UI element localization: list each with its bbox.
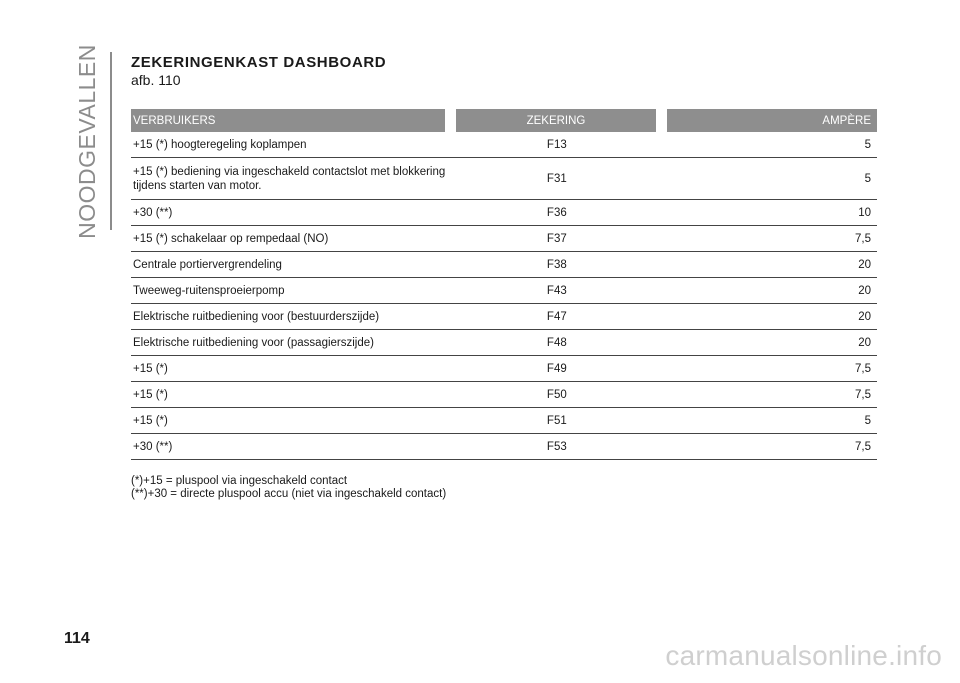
cell-ampere: 20 (858, 258, 871, 271)
cell-ampere: 20 (858, 336, 871, 349)
cell-ampere: 7,5 (855, 440, 871, 453)
watermark: carmanualsonline.info (665, 640, 942, 671)
cell-consumer: +15 (*) (133, 388, 168, 401)
cell-ampere: 7,5 (855, 232, 871, 245)
table-row (131, 226, 877, 252)
cell-consumer: +15 (*) bediening via ingeschakeld contactslot met blokkering tijdens starten van motor. (133, 165, 446, 192)
cell-consumer: +15 (*) (133, 362, 168, 375)
cell-ampere: 5 (864, 172, 871, 185)
table-row (131, 252, 877, 278)
cell-ampere: 20 (858, 284, 871, 297)
cell-fuse: F53 (546, 440, 567, 453)
table-row (131, 304, 877, 330)
cell-consumer: +30 (**) (133, 206, 173, 219)
cell-fuse: F37 (546, 232, 567, 245)
cell-consumer: +30 (**) (133, 440, 173, 453)
cell-fuse: F38 (546, 258, 567, 271)
section-title-text: NOODGEVALLEN (73, 43, 100, 239)
footnote-plus30: (**)+30 = directe pluspool accu (niet via ingeschakeld contact) (131, 488, 447, 500)
header-ampere: AMPÈRE (667, 109, 877, 132)
cell-fuse: F31 (546, 172, 567, 185)
cell-ampere: 20 (858, 310, 871, 323)
cell-consumer: +15 (*) (133, 414, 168, 427)
cell-consumer: Centrale portiervergrendeling (133, 258, 282, 271)
fuse-table (131, 109, 877, 460)
header-fuse: ZEKERING (456, 109, 656, 132)
cell-ampere: 7,5 (855, 388, 871, 401)
cell-consumer: +15 (*) hoogteregeling koplampen (133, 138, 307, 151)
cell-fuse: F51 (546, 414, 567, 427)
header-consumers: VERBRUIKERS (131, 109, 445, 132)
table-row (131, 330, 877, 356)
cell-fuse: F43 (546, 284, 567, 297)
cell-fuse: F50 (546, 388, 567, 401)
cell-consumer: Tweeweg-ruitensproeierpomp (133, 284, 285, 297)
cell-ampere: 5 (864, 138, 871, 151)
table-row (131, 132, 877, 158)
page-number: 114 (64, 630, 90, 647)
table-row (131, 356, 877, 382)
footnote-plus15: (*)+15 = pluspool via ingeschakeld contact (131, 475, 348, 487)
cell-consumer: Elektrische ruitbediening voor (passagierszijde) (133, 336, 374, 349)
table-row (131, 278, 877, 304)
cell-fuse: F36 (546, 206, 567, 219)
table-header (131, 109, 877, 132)
cell-fuse: F47 (546, 310, 567, 323)
cell-ampere: 7,5 (855, 362, 871, 375)
cell-ampere: 10 (858, 206, 871, 219)
table-row (131, 408, 877, 434)
table-row (131, 200, 877, 226)
cell-fuse: F48 (546, 336, 567, 349)
table-row (131, 158, 877, 200)
cell-consumer: Elektrische ruitbediening voor (bestuurderszijde) (133, 310, 380, 323)
table-row (131, 382, 877, 408)
section-divider (110, 52, 112, 230)
table-row (131, 434, 877, 460)
cell-fuse: F13 (546, 138, 567, 151)
page-heading: ZEKERINGENKAST DASHBOARD (131, 54, 387, 71)
cell-consumer: +15 (*) schakelaar op rempedaal (NO) (133, 232, 329, 245)
cell-ampere: 5 (864, 414, 871, 427)
section-title (62, 43, 112, 239)
figure-reference: afb. 110 (131, 72, 181, 88)
footnotes (131, 475, 446, 501)
cell-fuse: F49 (546, 362, 567, 375)
